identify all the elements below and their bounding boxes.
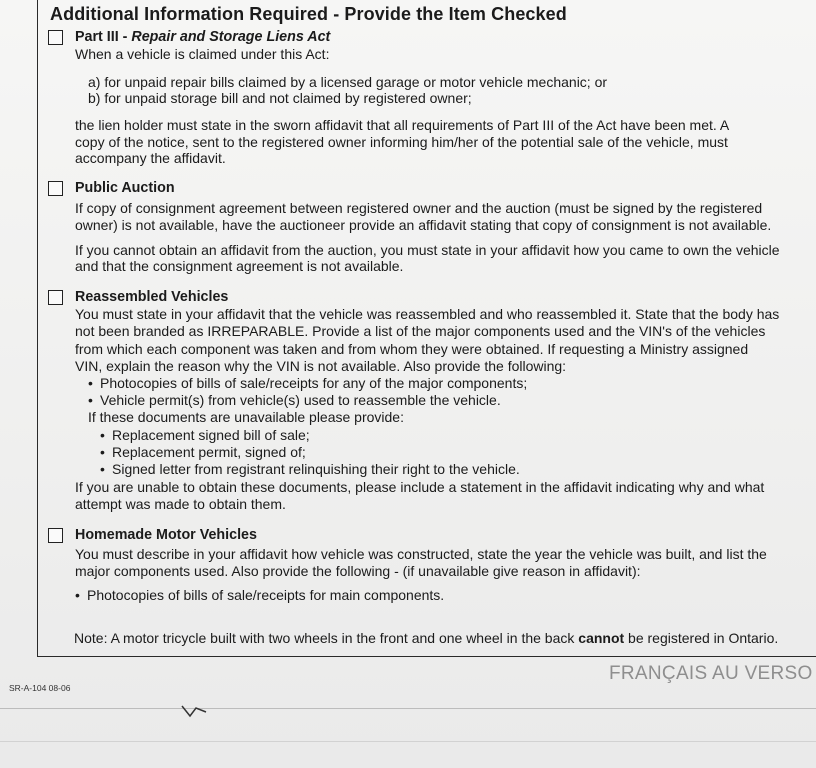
homemade-line: You must describe in your affidavit how vehicle was constructed, state the year the vehicle was built, and list the [75,546,767,562]
reassembled-line: not been branded as IRREPARABLE. Provide a list of the major components used and the VIN's of the vehicles [75,323,766,339]
auction-line: and that the consignment agreement is not available. [75,258,404,274]
part3-body-line: the lien holder must state in the sworn affidavit that all requirements of Part III of the Act have been met. A [75,117,730,133]
reassembled-line: from which each component was taken and from whom they were obtained. If requesting a Ministry assigned [75,341,749,357]
auction-section [48,180,810,275]
homemade-heading: Homemade Motor Vehicles [75,527,257,543]
auction-line: If you cannot obtain an affidavit from the auction, you must state in your affidavit how you came to own the vehicle [75,242,780,258]
part3-section [48,29,810,169]
list-item: • Photocopies of bills of sale/receipts for main components. [75,587,445,603]
homemade-section [48,527,810,612]
part3-item-b: b) for unpaid storage bill and not claimed by registered owner; [88,90,472,106]
french-on-reverse-label: FRANÇAIS AU VERSO [609,663,813,684]
tricycle-note: Note: A motor tricycle built with two wheels in the front and one wheel in the back cannot be registered in Ontario. [74,630,779,646]
part3-body-line: accompany the affidavit. [75,150,226,166]
reassembled-checkbox[interactable] [48,290,63,305]
list-item: • Replacement permit, signed of; [100,444,306,460]
reassembled-line: You must state in your affidavit that the vehicle was reassembled and who reassembled it. State that the body has [75,306,780,322]
reassembled-line: VIN, explain the reason why the VIN is not available. Also provide the following: [75,358,567,374]
fold-line [0,741,816,742]
part3-body-line: copy of the notice, sent to the registered owner informing him/her of the potential sale of the vehicle, must [75,134,728,150]
auction-checkbox[interactable] [48,181,63,196]
form-code: SR-A-104 08-06 [9,683,71,693]
reassembled-line: If you are unable to obtain these documents, please include a statement in the affidavit indicating why and what [75,479,765,495]
page-title: Additional Information Required - Provide the Item Checked [50,4,567,24]
reassembled-heading: Reassembled Vehicles [75,289,229,305]
auction-line: owner) is not available, have the auctioneer provide an affidavit stating that copy of consignment is not available. [75,217,772,233]
fold-line [0,708,816,709]
homemade-line: major components used. Also provide the following - (if unavailable give reason in affidavit): [75,563,641,579]
part3-intro: When a vehicle is claimed under this Act: [75,46,330,62]
reassembled-line: attempt was made to obtain them. [75,496,286,512]
reassembled-unavailable: If these documents are unavailable please provide: [88,409,404,425]
part3-checkbox[interactable] [48,30,63,45]
list-item: • Vehicle permit(s) from vehicle(s) used to reassemble the vehicle. [88,392,501,408]
auction-line: If copy of consignment agreement between registered owner and the auction (must be signed by the registered [75,200,763,216]
homemade-checkbox[interactable] [48,528,63,543]
list-item: • Signed letter from registrant relinquishing their right to the vehicle. [100,461,520,477]
list-item: • Replacement signed bill of sale; [100,427,310,443]
part3-heading: Part III - Repair and Storage Liens Act [75,29,331,45]
part3-item-a: a) for unpaid repair bills claimed by a licensed garage or motor vehicle mechanic; or [88,74,608,90]
auction-heading: Public Auction [75,180,175,196]
reassembled-section [48,289,810,514]
pen-mark [180,703,210,719]
list-item: • Photocopies of bills of sale/receipts for any of the major components; [88,375,528,391]
